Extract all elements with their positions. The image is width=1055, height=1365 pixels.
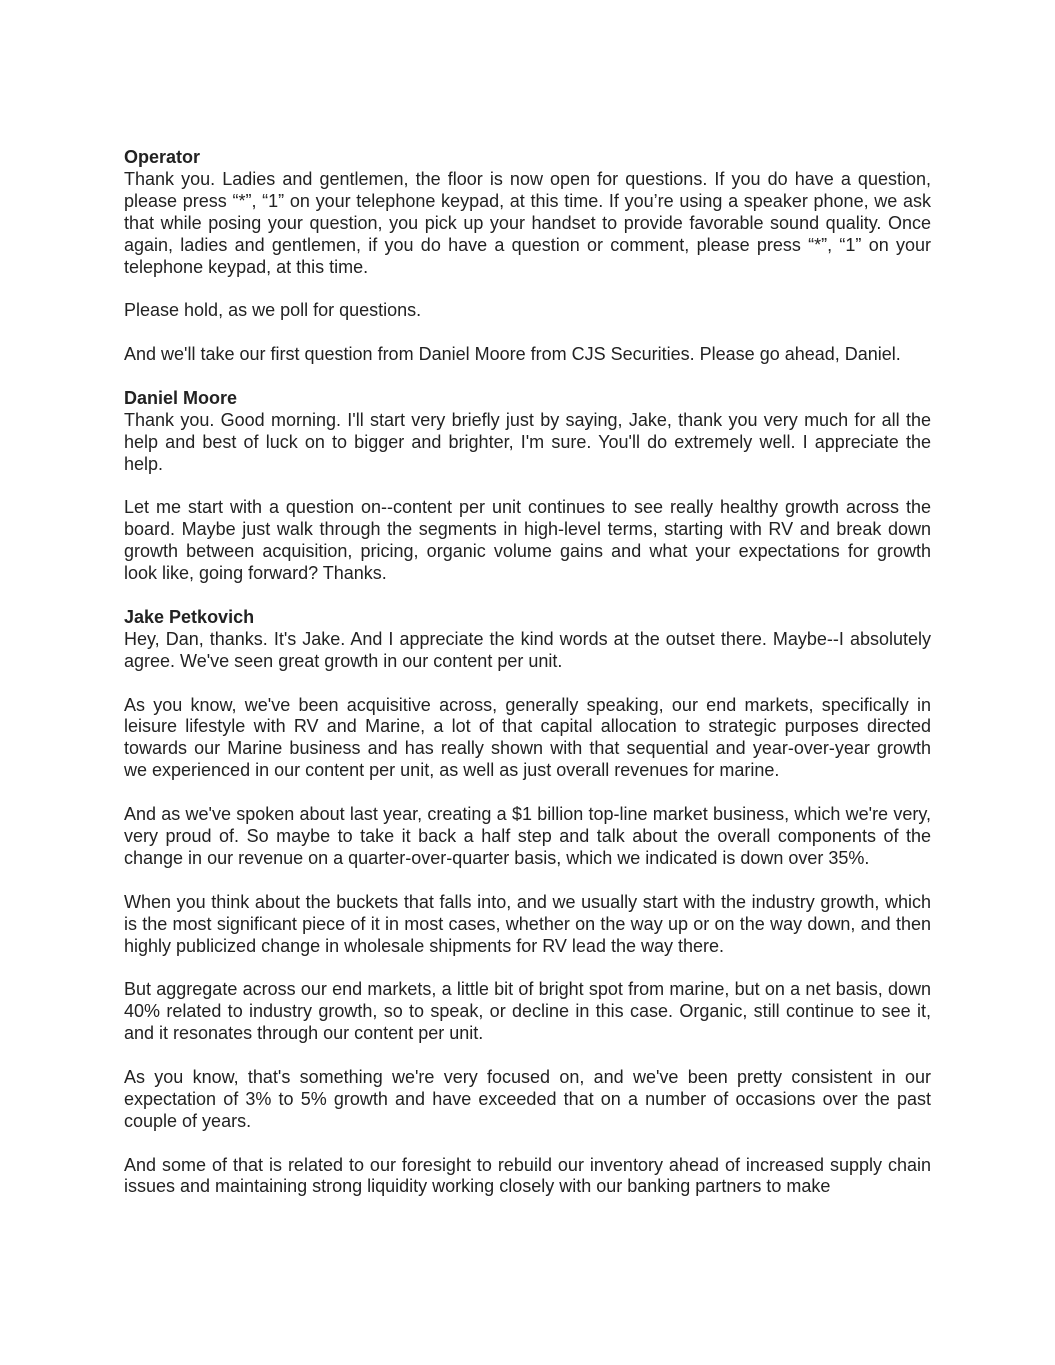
paragraph: And as we've spoken about last year, creating a $1 billion top-line market business, which we're very, very proud of. So maybe to take it back a half step and talk about the overall components of the change in our revenue on a quarter-over-quarter basis, which we indicated is down over 35%. [124, 804, 931, 868]
speaker-block-daniel-moore [124, 388, 931, 585]
paragraph: But aggregate across our end markets, a little bit of bright spot from marine, but on a net basis, down 40% related to industry growth, so to speak, or decline in this case. Organic, still continue to see it, and it resonates through our content per unit. [124, 979, 931, 1044]
paragraph: And some of that is related to our foresight to rebuild our inventory ahead of increased supply chain issues and maintaining strong liquidity working closely with our banking partners to make [124, 1154, 931, 1197]
speaker-name: Daniel Moore [124, 387, 238, 408]
paragraph: As you know, we've been acquisitive across, generally speaking, our end markets, specifically in leisure lifestyle with RV and Marine, a lot of that capital allocation to strategic purposes directed towards our Marine business and has really shown with that sequential and year-over-year growth we experienced in our content per unit, as well as just overall revenues for marine. [124, 694, 931, 781]
paragraph: Please hold, as we poll for questions. [124, 300, 422, 321]
paragraph: Thank you. Good morning. I'll start very briefly just by saying, Jake, thank you very much for all the help and best of luck on to bigger and brighter, I'm sure. You'll do extremely well. I appreciate the help. [124, 409, 931, 474]
transcript-page [124, 147, 931, 1198]
paragraph: And we'll take our first question from Daniel Moore from CJS Securities. Please go ahead, Daniel. [124, 344, 901, 365]
paragraph: As you know, that's something we're very focused on, and we've been pretty consistent in our expectation of 3% to 5% growth and have exceeded that on a number of occasions over the past couple of years. [124, 1066, 931, 1131]
paragraph: Let me start with a question on--content per unit continues to see really healthy growth across the board. Maybe just walk through the segments in high-level terms, starting with RV and break down growth between acquisition, pricing, organic volume gains and what your expectations for growth look like, going forward? Thanks. [124, 497, 931, 584]
paragraph: Hey, Dan, thanks. It's Jake. And I appreciate the kind words at the outset there. Maybe--I absolutely agree. We've seen great growth in our content per unit. [124, 628, 931, 671]
paragraph: When you think about the buckets that falls into, and we usually start with the industry growth, which is the most significant piece of it in most cases, whether on the way up or on the way down, and then highly publicized change in wholesale shipments for RV lead the way there. [124, 891, 931, 956]
speaker-name: Jake Petkovich [124, 606, 255, 627]
speaker-name: Operator [124, 147, 201, 167]
speaker-block-operator [124, 147, 931, 366]
paragraph: Thank you. Ladies and gentlemen, the floor is now open for questions. If you do have a question, please press “*”, “1” on your telephone keypad, at this time. If you’re using a speaker phone, we ask that while posing your question, you pick up your handset to provide favorable sound quality. Once again, ladies and gentlemen, if you do have a question or comment, please press “*”, “1” on your telephone keypad, at this time. [124, 168, 931, 277]
speaker-block-jake-petkovich [124, 607, 931, 1198]
